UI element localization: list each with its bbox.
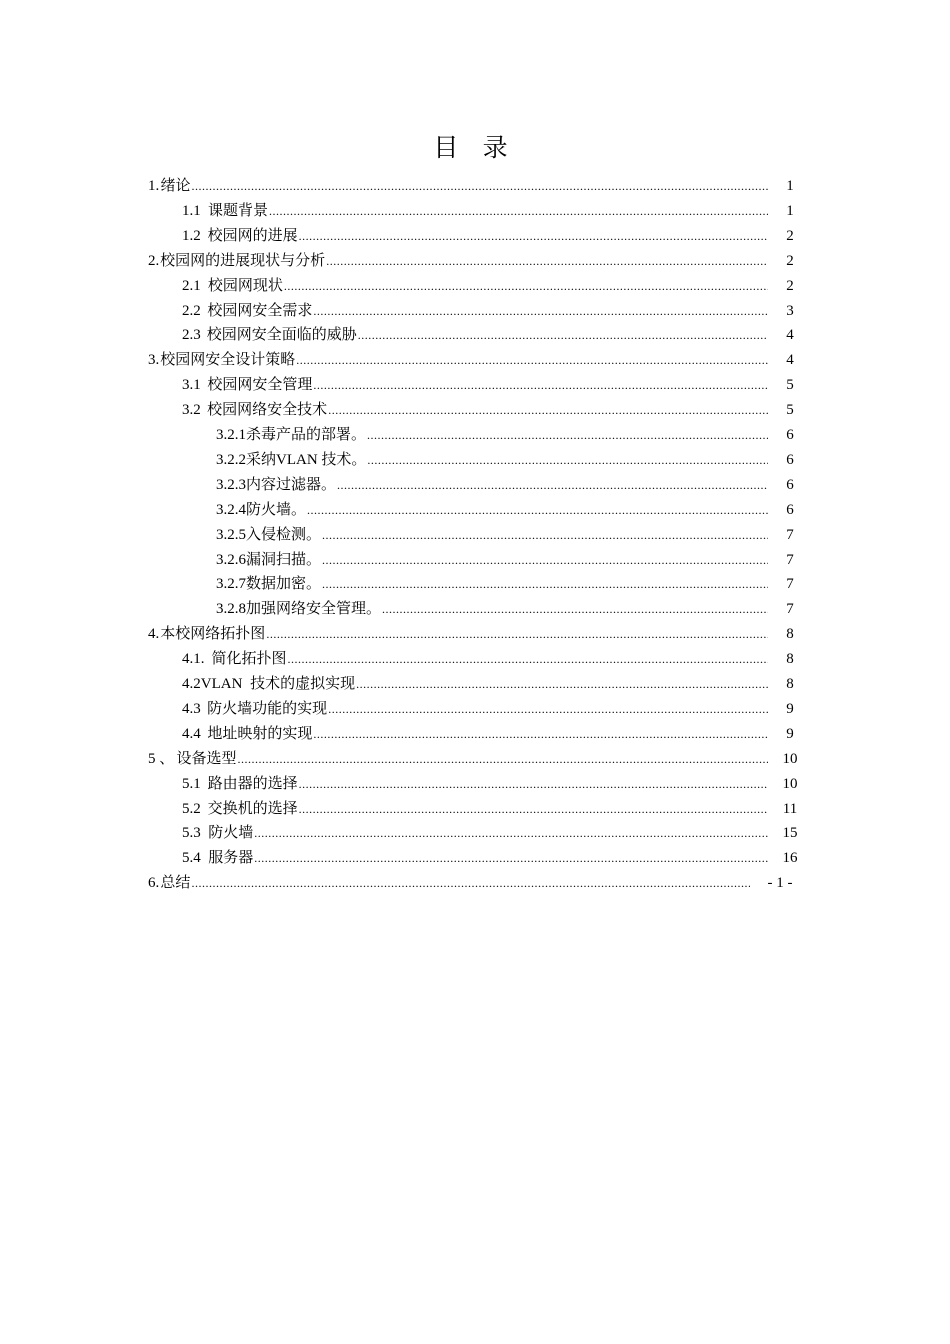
toc-entry[interactable]: [148, 348, 768, 372]
toc-entry-number: 4.: [148, 626, 160, 643]
toc-leader-dots: [322, 523, 768, 547]
toc-leader-dots: [288, 647, 768, 671]
toc-page-number: 15: [782, 825, 798, 842]
toc-row[interactable]: [0, 597, 950, 621]
toc-row[interactable]: [0, 423, 950, 447]
toc-row[interactable]: [0, 697, 950, 721]
toc-entry-text: 绪论: [160, 178, 191, 194]
toc-leader-dots: [313, 299, 768, 323]
toc-entry-number: 5.3: [182, 825, 201, 842]
toc-entry-text: 地址映射的实现: [207, 725, 313, 742]
toc-page-number: 3: [786, 302, 794, 319]
toc-row[interactable]: [0, 224, 950, 248]
toc-entry-number: 5.4: [182, 850, 201, 867]
toc-page-number: 8: [786, 676, 794, 692]
toc-page-number: 7: [786, 601, 794, 618]
toc-page-number: 1: [786, 202, 794, 219]
toc-leader-dots: [313, 722, 768, 746]
toc-page-number: 10: [782, 750, 798, 767]
toc-page-number: 10: [782, 775, 798, 792]
toc-row[interactable]: [0, 672, 950, 696]
toc-entry-text: 服务器: [208, 850, 254, 867]
toc-leader-dots: [254, 846, 768, 870]
toc-entry-number: 2.1: [182, 277, 201, 294]
toc-entry-number: 2.3: [182, 327, 201, 344]
toc-entry-number: 5 、: [148, 750, 175, 767]
toc-row[interactable]: [0, 348, 950, 372]
toc-row[interactable]: [0, 722, 950, 746]
toc-entry-text: 校园网安全需求: [207, 302, 313, 319]
toc-entry-text: 校园网安全管理: [207, 377, 313, 394]
toc-entry-number: 1.: [148, 178, 160, 194]
toc-entry-number: 4.2VLAN: [182, 676, 243, 692]
toc-leader-dots: [358, 323, 768, 347]
toc-entry-text: 漏洞扫描。: [246, 551, 322, 568]
toc-entry-number: 1.1: [182, 202, 201, 219]
toc-row[interactable]: [0, 398, 950, 422]
toc-row[interactable]: [0, 797, 950, 821]
toc-entry[interactable]: [182, 797, 768, 821]
toc-entry-number: 3.2.4: [216, 501, 246, 518]
toc-entry-number: 5.1: [182, 775, 201, 792]
toc-entry[interactable]: [182, 323, 768, 347]
toc-row[interactable]: [0, 846, 950, 870]
toc-entry-text: 路由器的选择: [207, 775, 298, 792]
toc-entry-text: 课题背景: [208, 202, 269, 219]
toc-entry[interactable]: [182, 672, 768, 696]
toc-leader-dots: [269, 199, 768, 223]
toc-entry-text: 校园网现状: [207, 277, 283, 294]
toc-page-number: 2: [786, 227, 794, 244]
toc-leader-dots: [296, 348, 768, 372]
toc-entry-number: 4.1.: [182, 651, 205, 668]
toc-entry-number: 3.: [148, 352, 160, 369]
toc-row[interactable]: [0, 299, 950, 323]
toc-entry[interactable]: [148, 249, 768, 273]
toc-entry[interactable]: [182, 821, 768, 845]
toc-page-number: 6: [786, 501, 794, 518]
toc-entry-text: 防火墙: [208, 825, 254, 842]
toc-row[interactable]: [0, 871, 950, 895]
toc-row[interactable]: [0, 772, 950, 796]
toc-leader-dots: [367, 448, 768, 472]
toc-entry[interactable]: [148, 747, 768, 771]
toc-page-number: 4: [786, 327, 794, 344]
toc-entry-text: 杀毒产品的部署。: [246, 427, 367, 443]
toc-entry-number: 3.2.1: [216, 427, 246, 443]
toc-entry-text: 本校网络拓扑图: [160, 626, 266, 643]
toc-page-number: 7: [786, 576, 794, 593]
toc-leader-dots: [328, 398, 768, 422]
toc-entry-number: 5.2: [182, 800, 201, 817]
toc-page-number: 16: [782, 850, 798, 867]
toc-entry-text: 校园网的进展: [207, 227, 298, 244]
toc-page-number: 9: [786, 700, 794, 717]
toc-entry[interactable]: [216, 448, 768, 472]
toc-leader-dots: [191, 174, 768, 198]
toc-leader-dots: [322, 572, 768, 596]
toc-entry[interactable]: [216, 572, 768, 596]
toc-leader-dots: [238, 747, 769, 771]
toc-leader-dots: [322, 548, 768, 572]
toc-page-number: 2: [786, 277, 794, 294]
toc-entry-text: 简化拓扑图: [211, 651, 287, 668]
toc-page-number: 9: [786, 725, 794, 742]
toc-page-number: 1: [786, 178, 794, 194]
toc-row[interactable]: [0, 174, 950, 198]
toc-entry[interactable]: [182, 274, 768, 298]
toc-leader-dots: [266, 622, 768, 646]
toc-entry[interactable]: [216, 523, 768, 547]
toc-entry[interactable]: [182, 722, 768, 746]
toc-leader-dots: [326, 249, 768, 273]
toc-row[interactable]: [0, 274, 950, 298]
toc-entry-text: 校园网安全面临的威胁: [206, 327, 357, 344]
toc-page-number: 11: [782, 800, 798, 817]
toc-row[interactable]: [0, 249, 950, 273]
toc-leader-dots: [254, 821, 768, 845]
toc-row[interactable]: [0, 747, 950, 771]
toc-entry-text: 校园网络安全技术: [207, 402, 328, 419]
toc-page-number: 8: [786, 626, 794, 643]
toc-leader-dots: [313, 373, 768, 397]
toc-leader-dots: [299, 797, 768, 821]
toc-row[interactable]: [0, 821, 950, 845]
toc-row[interactable]: [0, 373, 950, 397]
toc-entry-text: 交换机的选择: [207, 800, 298, 817]
toc-entry-number: 2.2: [182, 302, 201, 319]
toc-title: 目 录: [433, 135, 517, 162]
toc-row[interactable]: [0, 473, 950, 497]
toc-entry-text: 内容过滤器。: [246, 476, 337, 493]
toc-row[interactable]: [0, 647, 950, 671]
toc-entry[interactable]: [182, 299, 768, 323]
toc-entry-number: 3.2.3: [216, 476, 246, 493]
toc-entry[interactable]: [182, 647, 768, 671]
toc-entry[interactable]: [182, 846, 768, 870]
toc-leader-dots: [284, 274, 768, 298]
toc-entry-text: 设备选型: [176, 750, 237, 767]
toc-row[interactable]: [0, 448, 950, 472]
toc-entry-number: 2.: [148, 252, 160, 269]
toc-page-number: 7: [786, 551, 794, 568]
toc-entry[interactable]: [182, 772, 768, 796]
toc-row[interactable]: [0, 572, 950, 596]
toc-entry[interactable]: [182, 697, 768, 721]
toc-row[interactable]: [0, 622, 950, 646]
toc-leader-dots: [299, 772, 768, 796]
toc-leader-dots: [299, 224, 768, 248]
toc-entry-text: 校园网安全设计策略: [160, 352, 296, 369]
toc-entry-number: 3.2.8: [216, 601, 246, 618]
toc-leader-dots: [328, 697, 768, 721]
toc-entry-text: 总结: [160, 875, 191, 892]
toc-row[interactable]: [0, 523, 950, 547]
toc-entry[interactable]: [216, 423, 768, 447]
toc-entry[interactable]: [216, 498, 768, 522]
toc-entry-text: 防火墙。: [246, 501, 307, 518]
toc-page-number: 6: [786, 427, 794, 443]
toc-entry-text: 入侵检测。: [246, 526, 322, 543]
toc-entry-number: 1.2: [182, 227, 201, 244]
toc-page-number: 8: [786, 651, 794, 668]
toc-entry-number: 3.2: [182, 402, 201, 419]
toc-page-number: - 1 -: [767, 875, 793, 892]
toc-row[interactable]: [0, 498, 950, 522]
toc-entry-text: 防火墙功能的实现: [207, 700, 328, 717]
toc-leader-dots: [367, 423, 768, 447]
toc-leader-dots: [307, 498, 768, 522]
toc-entry-number: 3.2.5: [216, 526, 246, 543]
toc-page-number: 4: [786, 352, 794, 369]
toc-entry-text: 数据加密。: [246, 576, 322, 593]
toc-entry[interactable]: [148, 871, 750, 895]
toc-entry[interactable]: [182, 373, 768, 397]
toc-page-number: 6: [786, 451, 794, 468]
toc-leader-dots: [337, 473, 768, 497]
toc-entry-number: 6.: [148, 875, 160, 892]
toc-entry-number: 3.2.7: [216, 576, 246, 593]
toc-leader-dots: [191, 871, 750, 895]
toc-page-number: 2: [786, 252, 794, 269]
toc-entry[interactable]: [182, 224, 768, 248]
toc-page-number: 5: [786, 402, 794, 419]
toc-row[interactable]: [0, 548, 950, 572]
toc-entry-number: 3.2.2: [216, 451, 246, 468]
toc-page-number: 5: [786, 377, 794, 394]
toc-entry-number: 4.3: [182, 700, 201, 717]
toc-row[interactable]: [0, 323, 950, 347]
toc-entry[interactable]: [148, 174, 768, 198]
toc-leader-dots: [356, 672, 768, 696]
toc-entry[interactable]: [182, 199, 768, 223]
toc-entry-text: 校园网的进展现状与分析: [160, 252, 326, 269]
toc-entry-text: 技术的虚拟实现: [250, 676, 356, 692]
toc-row[interactable]: [0, 199, 950, 223]
toc-entry[interactable]: [216, 597, 768, 621]
toc-entry-number: 4.4: [182, 725, 201, 742]
toc-entry[interactable]: [182, 398, 768, 422]
toc-entry[interactable]: [148, 622, 768, 646]
toc-entry[interactable]: [216, 473, 768, 497]
toc-page-number: 6: [786, 476, 794, 493]
toc-page-number: 7: [786, 526, 794, 543]
toc-entry-text: 加强网络安全管理。: [246, 601, 382, 618]
toc-entry-text: 采纳VLAN 技术。: [246, 451, 367, 468]
toc-entry[interactable]: [216, 548, 768, 572]
toc-leader-dots: [382, 597, 768, 621]
toc-entry-number: 3.1: [182, 377, 201, 394]
toc-entry-number: 3.2.6: [216, 551, 246, 568]
